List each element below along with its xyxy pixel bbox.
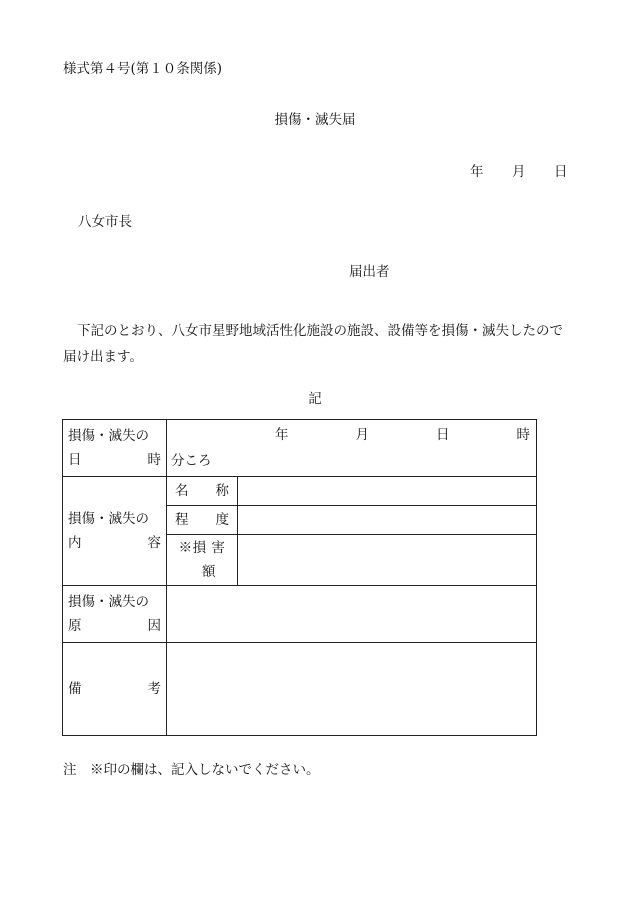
content-name-row — [63, 477, 537, 506]
date-line — [470, 166, 568, 180]
date-month: 月 — [512, 164, 526, 180]
footnote: 注 ※印の欄は、記入しないでください。 — [63, 762, 320, 778]
name-label: 名 称 — [167, 477, 238, 506]
damage-form-table — [62, 419, 537, 736]
notifier-label: 届出者 — [349, 264, 390, 280]
remarks-row — [63, 643, 537, 736]
datetime-field[interactable]: 年 月 日 時 分ころ — [167, 420, 537, 477]
datetime-row — [63, 420, 537, 477]
remarks-label: 備 考 — [63, 643, 167, 736]
cause-field[interactable] — [167, 586, 537, 643]
date-day: 日 — [554, 164, 568, 180]
datetime-label: 損傷・滅失の 日 時 — [63, 420, 167, 477]
damage-amount-label: ※損 害 額 — [167, 535, 238, 586]
addressee: 八女市長 — [78, 214, 132, 230]
date-year: 年 — [470, 164, 484, 180]
remarks-field[interactable] — [167, 643, 537, 736]
body-text: 下記のとおり、八女市星野地域活性化施設の施設、設備等を損傷・滅失したので届け出ます。 — [63, 323, 563, 365]
ki-label: 記 — [308, 391, 322, 407]
name-field[interactable] — [238, 477, 537, 506]
cause-row — [63, 586, 537, 643]
degree-label: 程 度 — [167, 506, 238, 535]
content-label: 損傷・滅失の 内 容 — [63, 477, 167, 586]
cause-label: 損傷・滅失の 原 因 — [63, 586, 167, 643]
damage-amount-field[interactable] — [238, 535, 537, 586]
document-title: 損傷・滅失届 — [274, 112, 356, 128]
form-number: 様式第４号(第１０条関係) — [63, 61, 223, 77]
degree-field[interactable] — [238, 506, 537, 535]
